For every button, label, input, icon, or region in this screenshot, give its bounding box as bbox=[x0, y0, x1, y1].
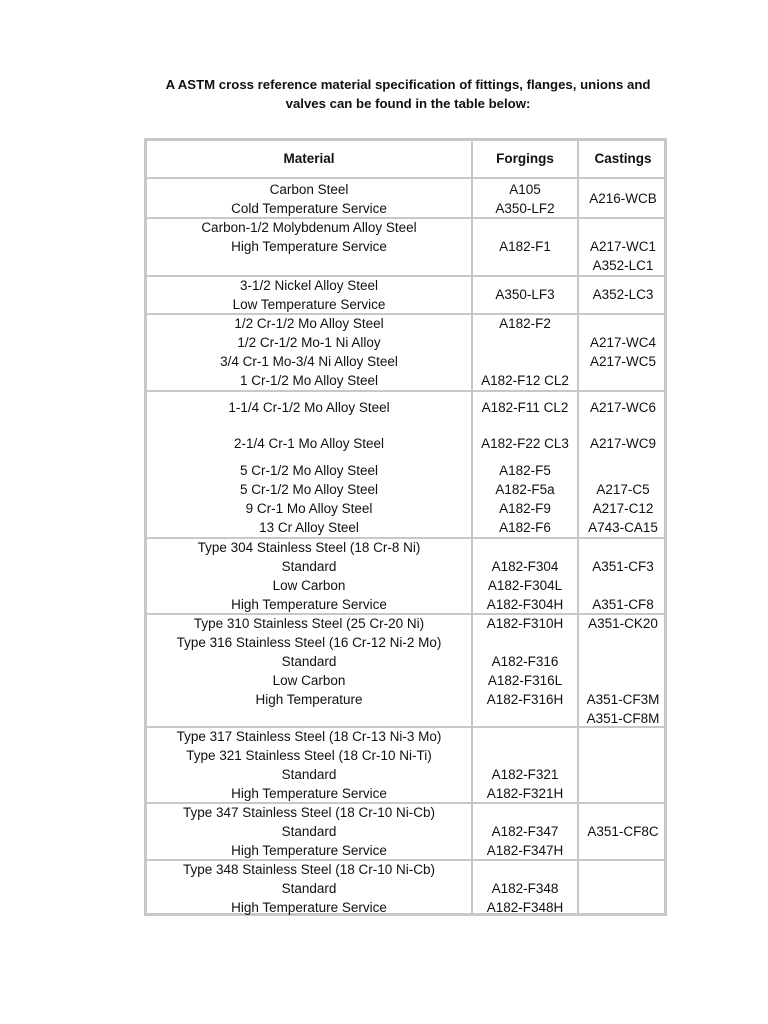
castings-cell: A217-WC4 bbox=[589, 335, 657, 350]
forgings-cell: A182-F5 bbox=[499, 463, 551, 478]
material-cell: 5 Cr-1/2 Mo Alloy Steel bbox=[239, 463, 379, 478]
material-cell: Type 316 Stainless Steel (16 Cr-12 Ni-2 Mo) bbox=[176, 635, 442, 650]
material-cell: 1/2 Cr-1/2 Mo-1 Ni Alloy bbox=[237, 335, 381, 350]
material-cell: Carbon Steel bbox=[269, 182, 349, 197]
material-cell: Type 304 Stainless Steel (18 Cr-8 Ni) bbox=[197, 540, 421, 555]
page-heading bbox=[146, 75, 670, 113]
forgings-cell: A350-LF3 bbox=[495, 287, 555, 302]
forgings-cell: A182-F348 bbox=[491, 881, 559, 896]
material-cell: High Temperature Service bbox=[231, 239, 387, 254]
row-divider bbox=[147, 390, 664, 392]
forgings-cell: A182-F304H bbox=[486, 597, 564, 612]
castings-cell: A351-CK20 bbox=[588, 616, 658, 631]
forgings-cell: A182-F304 bbox=[491, 559, 559, 574]
castings-cell: A217-C12 bbox=[592, 501, 654, 516]
castings-cell: A351-CF8M bbox=[586, 711, 660, 726]
forgings-cell: A182-F6 bbox=[499, 520, 551, 535]
material-cell: 1/2 Cr-1/2 Mo Alloy Steel bbox=[234, 316, 384, 331]
material-cell: Cold Temperature Service bbox=[231, 201, 387, 216]
header-castings: Castings bbox=[594, 151, 652, 166]
material-cell: 2-1/4 Cr-1 Mo Alloy Steel bbox=[233, 436, 385, 451]
forgings-cell: A182-F321 bbox=[491, 767, 559, 782]
castings-cell: A743-CA15 bbox=[588, 520, 658, 535]
castings-cell: A217-C5 bbox=[596, 482, 650, 497]
material-cell: Type 347 Stainless Steel (18 Cr-10 Ni-Cb) bbox=[182, 805, 436, 820]
forgings-cell: A182-F316 bbox=[491, 654, 559, 669]
heading-line-2: valves can be found in the table below: bbox=[285, 96, 531, 111]
heading-line-1: A ASTM cross reference material specification of fittings, flanges, unions and bbox=[165, 77, 651, 92]
forgings-cell: A182-F321H bbox=[486, 786, 564, 801]
forgings-cell: A182-F316H bbox=[486, 692, 564, 707]
material-cell: Type 310 Stainless Steel (25 Cr-20 Ni) bbox=[193, 616, 425, 631]
castings-cell: A217-WC1 bbox=[589, 239, 657, 254]
forgings-cell: A182-F12 CL2 bbox=[481, 373, 569, 388]
forgings-cell: A182-F348H bbox=[486, 900, 564, 915]
material-cell: 13 Cr Alloy Steel bbox=[259, 520, 359, 535]
forgings-cell: A182-F347 bbox=[491, 824, 559, 839]
material-cell: High Temperature bbox=[255, 692, 363, 707]
header-forgings: Forgings bbox=[496, 151, 554, 166]
castings-cell: A217-WC6 bbox=[589, 400, 657, 415]
forgings-cell: A182-F5a bbox=[495, 482, 555, 497]
material-cell: 5 Cr-1/2 Mo Alloy Steel bbox=[239, 482, 379, 497]
castings-cell: A351-CF8C bbox=[587, 824, 659, 839]
material-spec-table bbox=[144, 138, 667, 916]
material-cell: 3/4 Cr-1 Mo-3/4 Ni Alloy Steel bbox=[220, 354, 398, 369]
forgings-cell: A182-F304L bbox=[487, 578, 563, 593]
material-cell: High Temperature Service bbox=[231, 786, 387, 801]
forgings-cell: A182-F22 CL3 bbox=[481, 436, 569, 451]
material-cell: Low Temperature Service bbox=[232, 297, 386, 312]
castings-cell: A352-LC1 bbox=[592, 258, 654, 273]
material-cell: Low Carbon bbox=[272, 673, 346, 688]
material-cell: 3-1/2 Nickel Alloy Steel bbox=[239, 278, 379, 293]
forgings-cell: A182-F1 bbox=[499, 239, 551, 254]
forgings-cell: A182-F11 CL2 bbox=[481, 400, 569, 415]
material-cell: Low Carbon bbox=[272, 578, 346, 593]
material-cell: Standard bbox=[281, 559, 337, 574]
castings-cell: A352-LC3 bbox=[592, 287, 654, 302]
material-cell: Standard bbox=[281, 767, 337, 782]
forgings-cell: A105 bbox=[509, 182, 541, 197]
forgings-cell: A182-F2 bbox=[499, 316, 551, 331]
castings-cell: A351-CF3 bbox=[592, 559, 654, 574]
material-cell: Standard bbox=[281, 881, 337, 896]
material-cell: Carbon-1/2 Molybdenum Alloy Steel bbox=[201, 220, 417, 235]
material-cell: Type 317 Stainless Steel (18 Cr-13 Ni-3 Mo) bbox=[176, 729, 442, 744]
material-cell: Type 321 Stainless Steel (18 Cr-10 Ni-Ti) bbox=[186, 748, 432, 763]
header-divider bbox=[147, 177, 664, 179]
forgings-cell: A182-F9 bbox=[499, 501, 551, 516]
material-cell: 1 Cr-1/2 Mo Alloy Steel bbox=[239, 373, 379, 388]
material-cell: High Temperature Service bbox=[231, 900, 387, 915]
material-cell: High Temperature Service bbox=[231, 597, 387, 612]
header-material: Material bbox=[283, 151, 335, 166]
castings-cell: A351-CF3M bbox=[586, 692, 660, 707]
castings-cell: A351-CF8 bbox=[592, 597, 654, 612]
forgings-cell: A182-F347H bbox=[486, 843, 564, 858]
forgings-cell: A350-LF2 bbox=[495, 201, 555, 216]
material-cell: Standard bbox=[281, 824, 337, 839]
castings-cell: A217-WC9 bbox=[589, 436, 657, 451]
material-cell: 1-1/4 Cr-1/2 Mo Alloy Steel bbox=[228, 400, 390, 415]
material-cell: Standard bbox=[281, 654, 337, 669]
forgings-cell: A182-F316L bbox=[487, 673, 563, 688]
forgings-cell: A182-F310H bbox=[486, 616, 564, 631]
material-cell: 9 Cr-1 Mo Alloy Steel bbox=[245, 501, 373, 516]
material-cell: High Temperature Service bbox=[231, 843, 387, 858]
castings-cell: A217-WC5 bbox=[589, 354, 657, 369]
material-cell: Type 348 Stainless Steel (18 Cr-10 Ni-Cb) bbox=[182, 862, 436, 877]
castings-cell: A216-WCB bbox=[589, 191, 657, 206]
